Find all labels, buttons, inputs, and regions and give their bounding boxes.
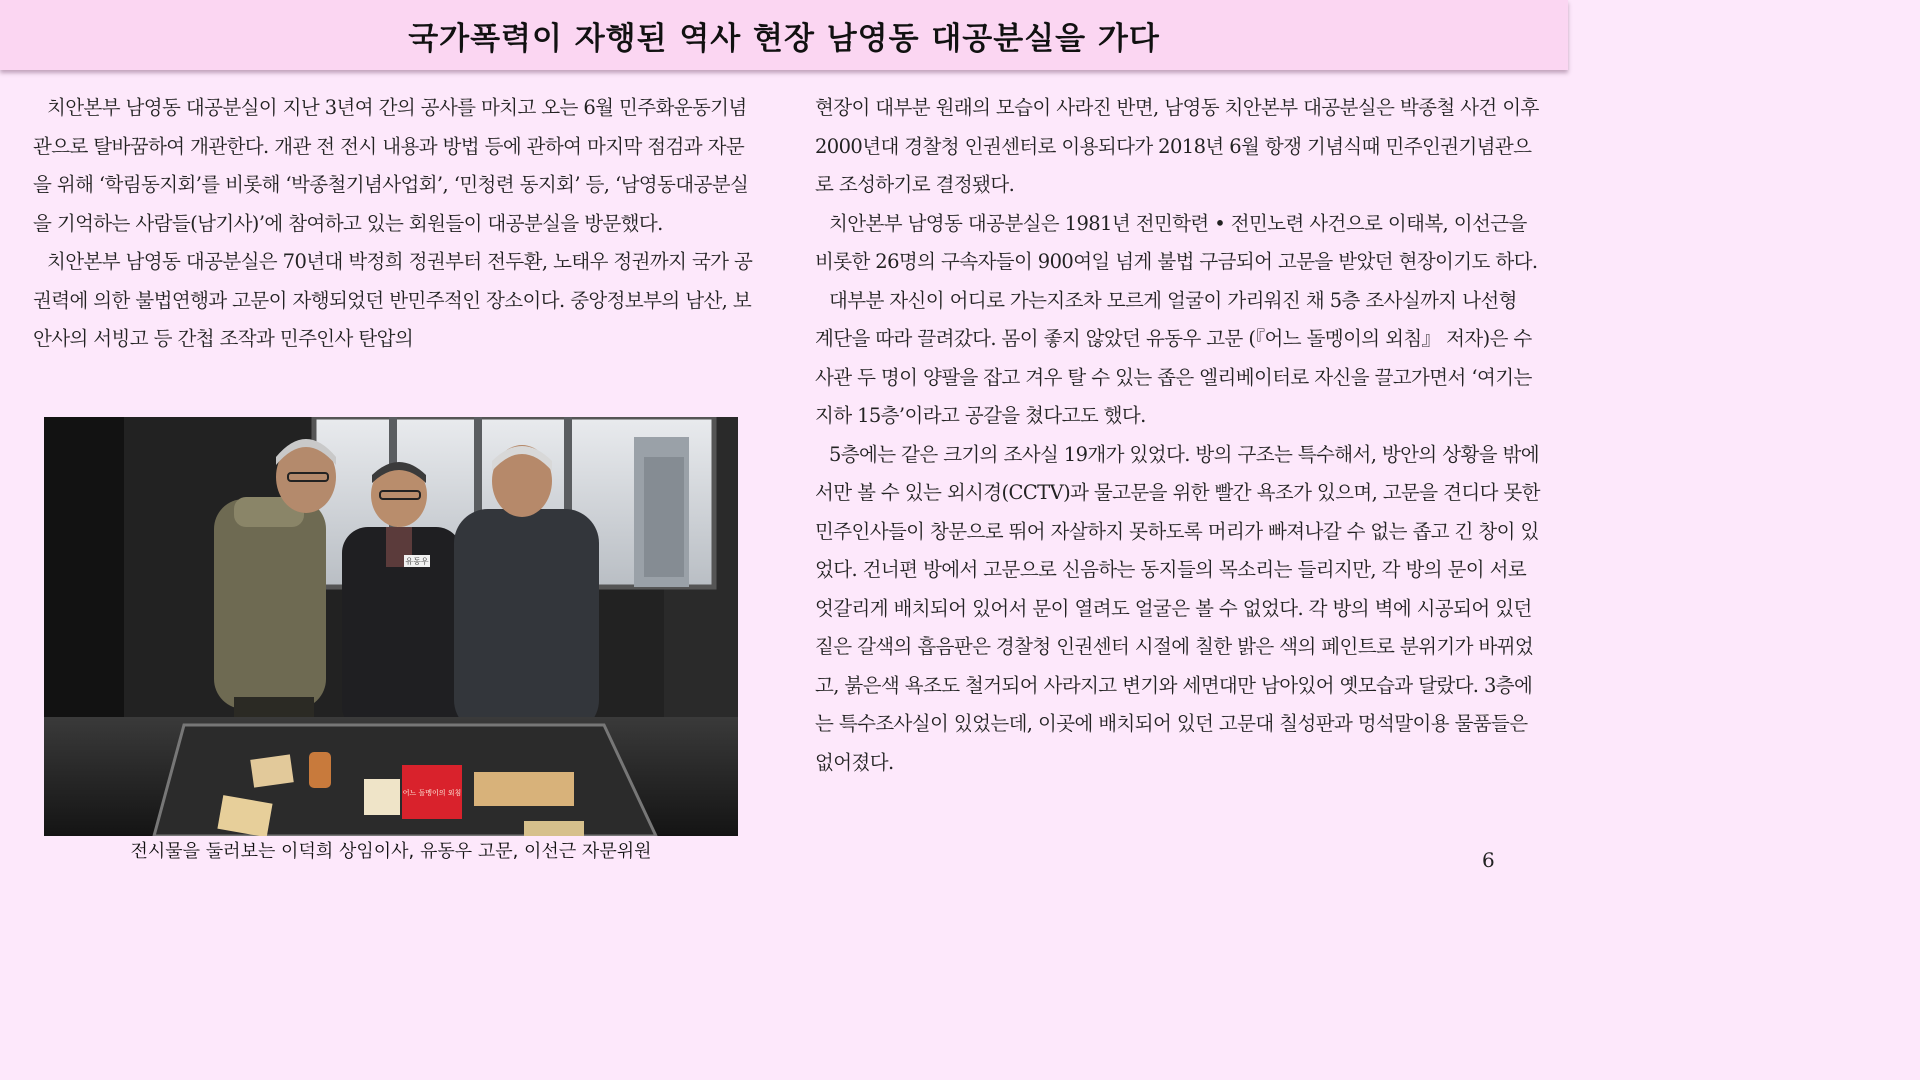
- paragraph: 치안본부 남영동 대공분실은 70년대 박정희 정권부터 전두환, 노태우 정권까지 국가 공권력에 의한 불법연행과 고문이 자행되었던 반민주적인 장소이다. 중앙정보부의 남산, 보안사의 서빙고 등 간첩 조작과 민주인사 탄압의: [33, 250, 753, 350]
- paragraph: 현장이 대부분 원래의 모습이 사라진 반면, 남영동 치안본부 대공분실은 박종철 사건 이후 2000년대 경찰청 인권센터로 이용되다가 2018년 6월 항쟁 기념식때 민주인권기념관으로 조성하기로 결정됐다.: [815, 96, 1539, 196]
- page-title: 국가폭력이 자행된 역사 현장 남영동 대공분실을 가다: [408, 20, 1160, 57]
- page-header: [0, 0, 1568, 70]
- paragraph: 치안본부 남영동 대공분실은 1981년 전민학련 • 전민노련 사건으로 이태복, 이선근을 비롯한 26명의 구속자들이 900여일 넘게 불법 구금되어 고문을 받았던 현장이기도 하다.: [815, 211, 1538, 273]
- photo-caption: 전시물을 둘러보는 이덕희 상임이사, 유동우 고문, 이선근 자문위원: [130, 841, 652, 862]
- photo-illustration: [44, 417, 738, 836]
- photo: [44, 417, 738, 836]
- book-title: 어느 돌멩이의 외침: [402, 789, 462, 797]
- left-column: [33, 89, 758, 359]
- paragraph: 치안본부 남영동 대공분실이 지난 3년여 간의 공사를 마치고 오는 6월 민주화운동기념관으로 탈바꿈하여 개관한다. 개관 전 전시 내용과 방법 등에 관하여 마지막 점검과 자문을 위해 ‘학림동지회’를 비롯해 ‘박종철기념사업회’, ‘민청련 동지회’ 등, ‘남영동대공분실을 기억하는 사람들(남기사)’에 참여하고 있는 회원들이 대공분실을 방문했다.: [33, 96, 749, 235]
- name-tag: 유동우: [405, 557, 429, 566]
- artifact: [309, 752, 331, 788]
- right-column: [815, 89, 1540, 782]
- page-number: 6: [1482, 848, 1495, 872]
- paragraph: 대부분 자신이 어디로 가는지조차 모르게 얼굴이 가리워진 채 5층 조사실까지 나선형 계단을 따라 끌려갔다. 몸이 좋지 않았던 유동우 고문 (『어느 돌멩이의 외침』 저자)은 수사관 두 명이 양팔을 잡고 겨우 탈 수 있는 좁은 엘리베이터로 자신을 끌고가면서 ‘여기는 지하 15층’이라고 공갈을 쳤다고도 했다.: [815, 288, 1532, 427]
- paragraph: 5층에는 같은 크기의 조사실 19개가 있었다. 방의 구조는 특수해서, 방안의 상황을 밖에서만 볼 수 있는 외시경(CCTV)과 물고문을 위한 빨간 욕조가 있으며, 고문을 견디다 못한 민주인사들이 창문으로 뛰어 자살하지 못하도록 머리가 빠져나갈 수 없는 좁고 긴 창이 있었다. 건너편 방에서 고문으로 신음하는 동지들의 목소리는 들리지만, 각 방의 문이 서로 엇갈리게 배치되어 있어서 문이 열려도 얼굴은 볼 수 없었다. 각 방의 벽에 시공되어 있던 짙은 갈색의 흡음판은 경찰청 인권센터 시절에 칠한 밝은 색의 페인트로 분위기가 바뀌었고, 붉은색 욕조도 철거되어 사라지고 변기와 세면대만 남아있어 옛모습과 달랐다. 3층에는 특수조사실이 있었는데, 이곳에 배치되어 있던 고문대 칠성판과 멍석말이용 물품들은 없어졌다.: [815, 442, 1540, 774]
